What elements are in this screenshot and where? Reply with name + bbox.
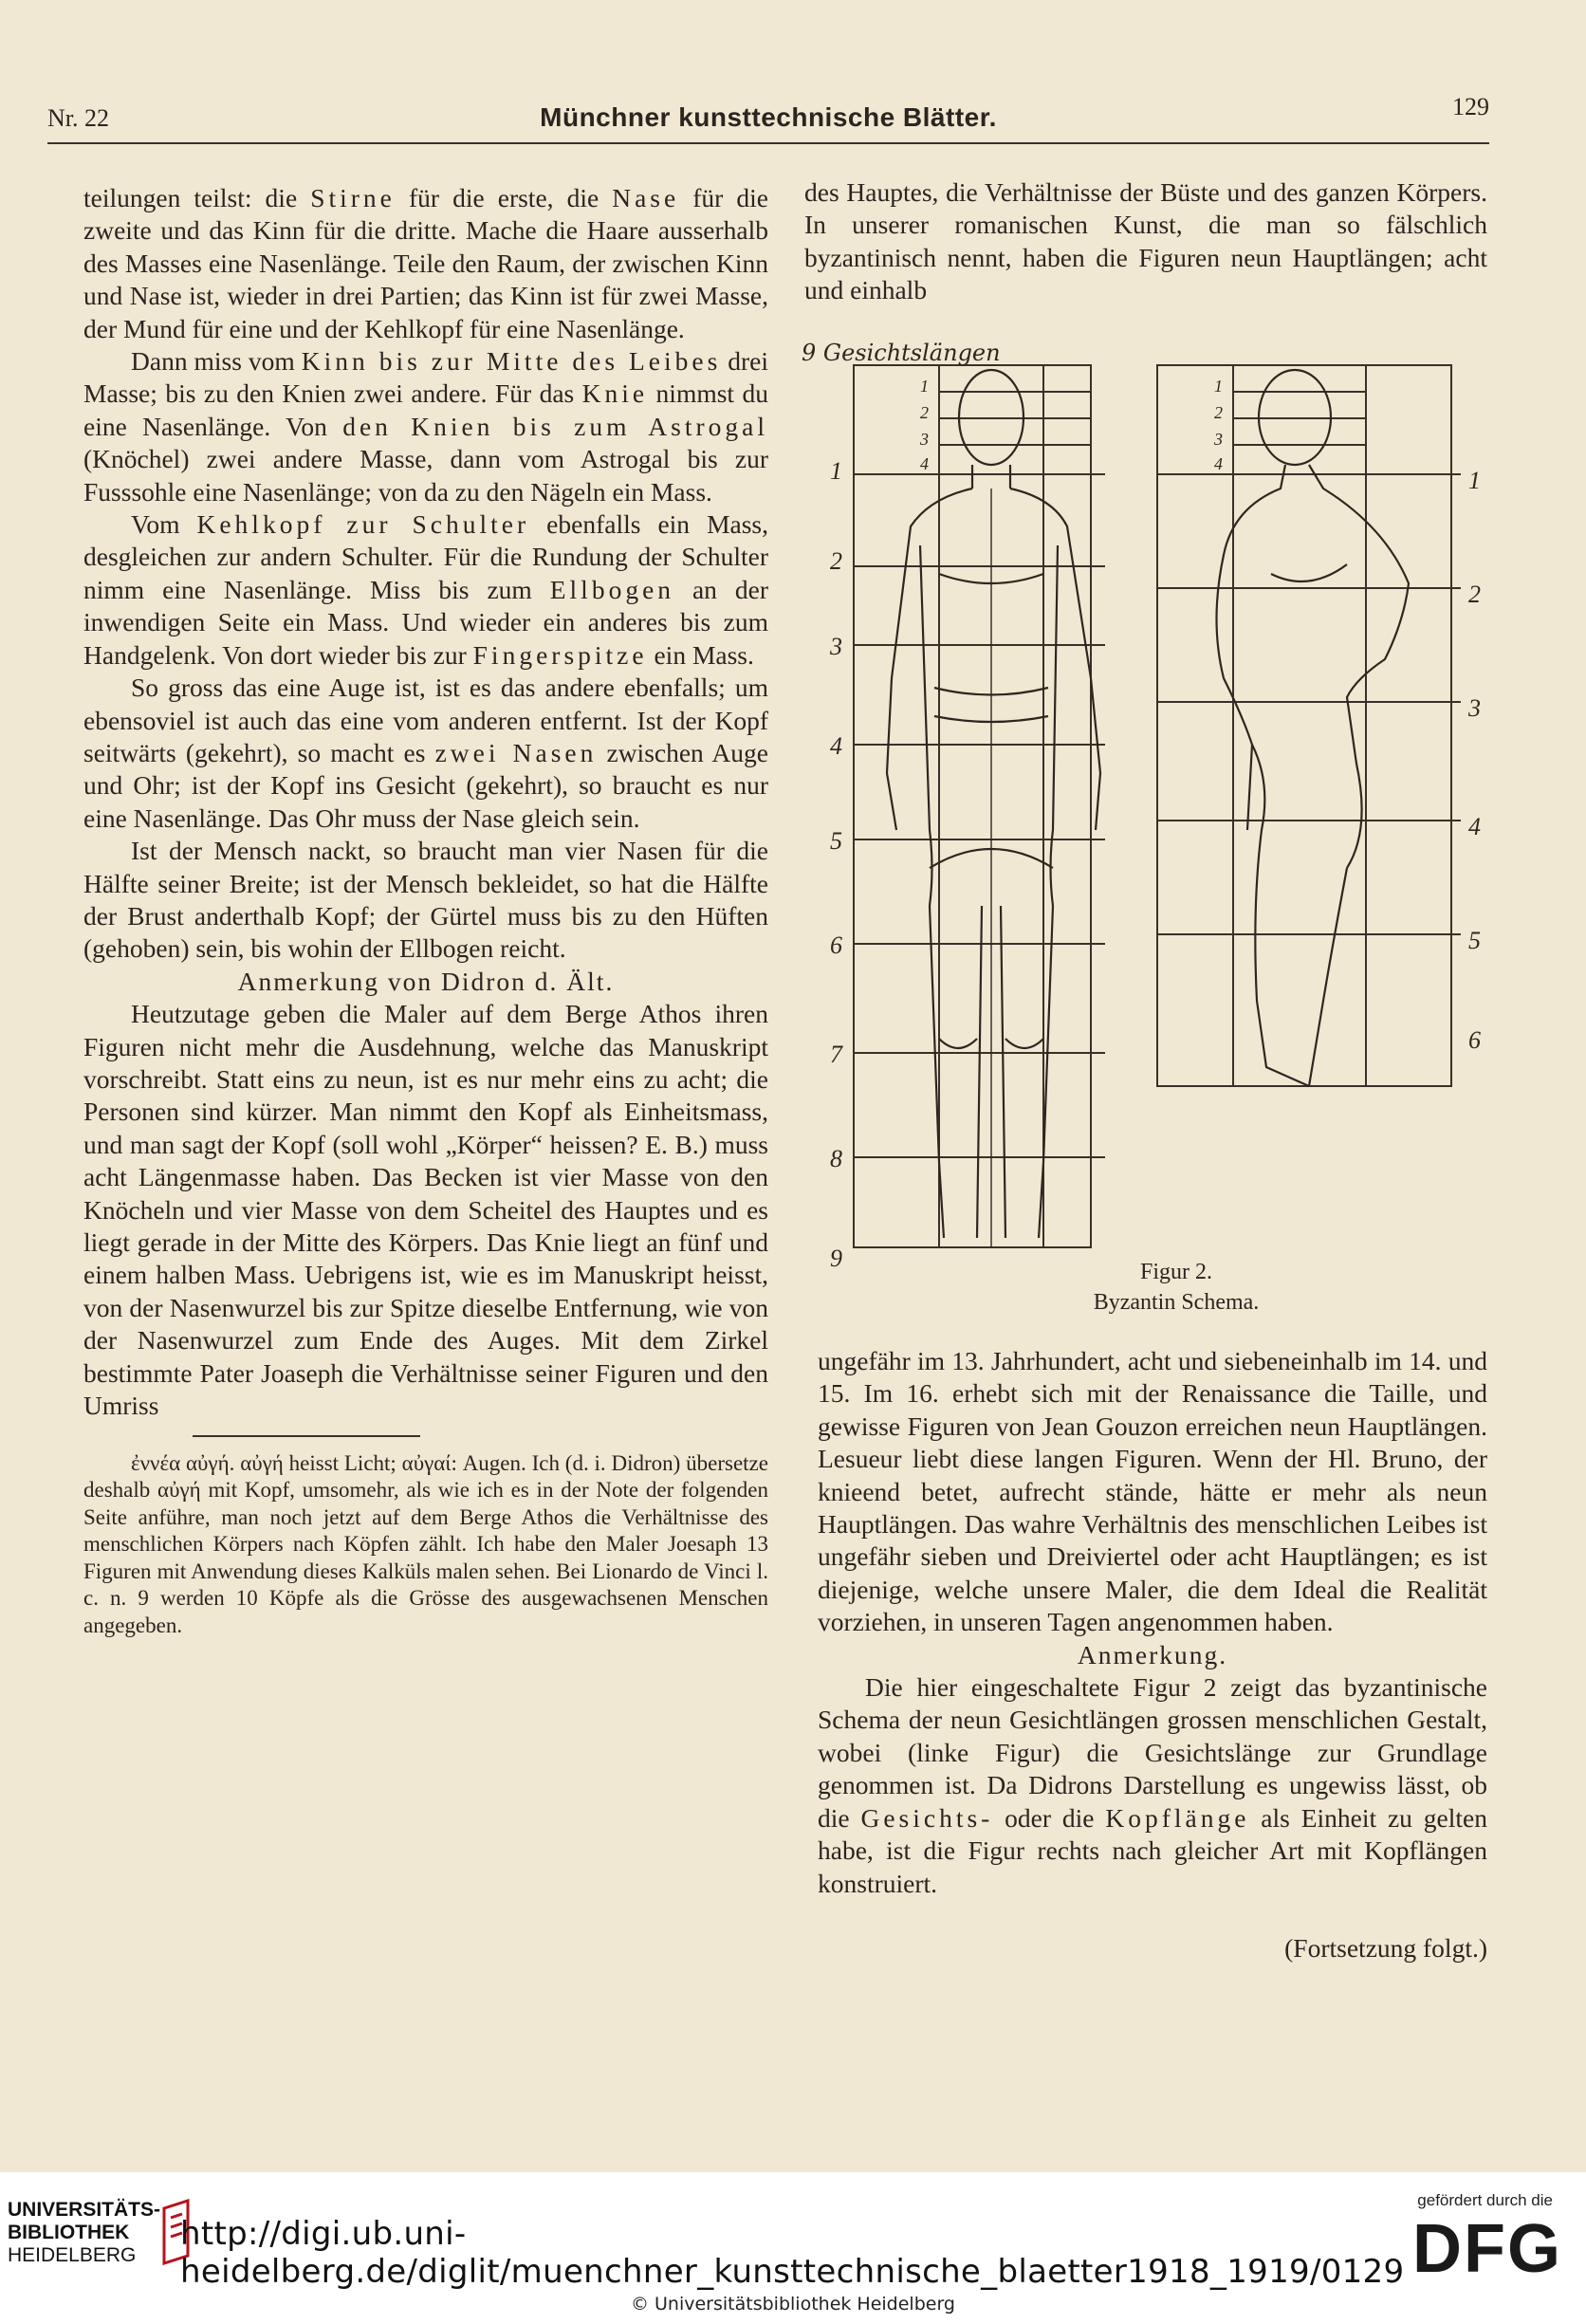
head-scale-right-label: 4 bbox=[1214, 454, 1223, 473]
figure-caption bbox=[1024, 1257, 1328, 1318]
copyright-notice: © Universitätsbibliothek Heidelberg bbox=[630, 2294, 955, 2315]
figure-byzantine-schema bbox=[778, 337, 1489, 1285]
right-scale-label: 2 bbox=[1468, 581, 1481, 608]
page-number: 129 bbox=[1452, 93, 1489, 120]
figure-handwritten-title: 9 Gesichtslängen bbox=[802, 340, 1001, 366]
paragraph: So gross das eine Auge ist, ist es das andere ebenfalls; um ebensoviel ist auch das eine vom anderen entfernt. Ist der Kopf seitwärts (gekehrt), so macht es zwei Nasen zwischen Auge und Ohr; ist der Kopf ins Gesicht (gekehrt), so braucht es nur eine Nasenlänge. Das Ohr muss der Nase gleich sein. bbox=[83, 673, 768, 833]
head-scale-left-label: 4 bbox=[920, 454, 929, 473]
head-scale-right-label: 1 bbox=[1214, 377, 1223, 396]
paragraph: teilungen teilst: die Stirne für die erste, die Nase für die zweite und das Kinn für die dritte. Mache die Haare ausserhalb des Masses eine Nasenlänge. Teile den Raum, der zwischen Kinn und Nase ist, wieder in drei Partien; das Kinn ist für zwei Masse, der Mund für eine und der Kehlkopf für eine Nasenlänge. bbox=[83, 183, 768, 343]
section-heading: Anmerkung. bbox=[1077, 1639, 1228, 1669]
caption-line-1: Figur 2. bbox=[1139, 1260, 1212, 1284]
paragraph: Heutzutage geben die Maler auf dem Berge Athos ihren Figuren nicht mehr die Ausdehnung, welche das Manuskript vorschreibt. Statt eins zu neun, ist es nur mehr eins zu acht; die Personen sind kürzer. Man nimmt den Kopf als Einheitsmass, und man sagt der Kopf (soll wohl „Körper“ heissen? E. B.) muss acht Längenmasse haben. Das Becken ist vier Masse von den Knöcheln und vier Masse von dem Scheitel des Hauptes und es liegt gerade in der Mitte des Körpers. Das Knie liegt an fünf und einem halben Mass. Uebrigens ist, wie es im Manuskript heisst, von der Nasenwurzel bis zur Spitze dieselbe Entfernung, wie von der Nasenwurzel zum Ende des Auges. Mit dem Zirkel bestimmte Pater Joaseph die Verhältnisse seiner Figuren und den Umriss bbox=[83, 999, 768, 1421]
right-scale-label: 5 bbox=[1468, 927, 1481, 954]
paragraph: Die hier eingeschaltete Figur 2 zeigt das byzantinische Schema der neun Gesichtlängen grossen menschlichen Gestalt, wobei (linke Figur) die Gesichtslänge zur Grundlage genommen ist. Da Didrons Darstellung es ungewiss lässt, ob die Gesichts- oder die Kopflänge als Einheit zu gelten habe, ist die Figur rechts nach gleicher Art mit Kopflängen konstruiert. bbox=[818, 1672, 1487, 1898]
paragraph: ungefähr im 13. Jahrhundert, acht und siebeneinhalb im 14. und 15. Im 16. erhebt sich mit der Renaissance die Taille, und gewisse Figuren von Jean Gouzon erreichen neun Hauptlängen. Lesueur liebt diese langen Figuren. Wenn der Hl. Bruno, der knieend betet, aufrecht stände, hätte er mehr als neun Hauptlängen. Das wahre Verhältnis des menschlichen Leibes ist ungefähr sieben und Dreiviertel oder acht Hauptlängen; es ist diejenige, welche unsere Maler, die dem Ideal die Realität vorziehen, in unseren Tagen angenommen haben. bbox=[818, 1346, 1487, 1637]
paragraph: Ist der Mensch nackt, so braucht man vier Nasen für die Hälfte seiner Breite; ist der Mensch bekleidet, so hat die Hälfte der Brust anderthalb Kopf; der Gürtel muss bis zu den Hüften (gehoben) sein, bis wohin der Ellbogen reicht. bbox=[83, 836, 768, 964]
right-scale-label: 6 bbox=[1468, 1026, 1481, 1054]
ub-heidelberg-logo: UNIVERSITÄTS- BIBLIOTHEK HEIDELBERG bbox=[8, 2199, 161, 2266]
continuation-note: (Fortsetzung folgt.) bbox=[1284, 1932, 1487, 1963]
left-scale-label: 6 bbox=[830, 931, 842, 959]
issue-number: Nr. 22 bbox=[47, 104, 109, 132]
page-header bbox=[47, 93, 1489, 140]
right-scale-label: 1 bbox=[1468, 467, 1481, 494]
footnote-rule bbox=[193, 1435, 420, 1437]
paragraph: Dann miss vom Kinn bis zur Mitte des Leibes drei Masse; bis zu den Knien zwei andere. Für das Knie nimmst du eine Nasenlänge. Von den Knien bis zum Astrogal (Knöchel) zwei andere Masse, dann vom Astrogal bis zur Fusssohle eine Nasenlänge; von da zu den Nägeln ein Mass. bbox=[83, 346, 769, 507]
head-scale-left-label: 1 bbox=[920, 377, 929, 396]
head-scale-left-label: 2 bbox=[920, 403, 929, 422]
right-scale-label: 4 bbox=[1468, 813, 1481, 840]
left-scale-label: 2 bbox=[830, 547, 842, 575]
head-scale-right-label: 3 bbox=[1214, 430, 1223, 449]
left-scale-label: 1 bbox=[830, 457, 842, 485]
library-footer bbox=[0, 2172, 1586, 2324]
header-rule bbox=[47, 142, 1489, 144]
right-scale-label: 3 bbox=[1468, 694, 1481, 722]
section-heading: Anmerkung von Didron d. Ält. bbox=[237, 966, 615, 996]
permalink-url[interactable]: http://digi.ub.uni-heidelberg.de/diglit/muenchner_kunsttechnische_blaetter1918_1919/0129 bbox=[180, 2215, 1405, 2291]
footnote: ἐννέα αὐγή. αὐγή heisst Licht; αὐγαί: Augen. Ich (d. i. Didron) übersetze deshalb αὐγή mit Kopf, umsomehr, als wie ich es in der Note der folgenden Seite anführe, man noch jetzt auf dem Berge Athos die Verhältnisse des menschlichen Körpers nach Köpfen zählt. Ich habe den Maler Joesaph 13 Figuren mit Anwendung dieses Kalküls malen sehen. Bei Lionardo de Vinci l. c. n. 9 werden 10 Köpfe als die Grösse des ausgewachsenen Menschen angegeben. bbox=[83, 1450, 768, 1637]
head-scale-right-label: 2 bbox=[1214, 403, 1223, 422]
left-scale-label: 8 bbox=[830, 1145, 842, 1172]
left-scale-label: 7 bbox=[830, 1041, 842, 1068]
proportion-drawing bbox=[778, 337, 1489, 1285]
right-column-bottom bbox=[818, 1345, 1487, 1964]
journal-title: Münchner kunsttechnische Blätter. bbox=[540, 102, 997, 132]
left-scale-label: 5 bbox=[830, 827, 842, 855]
dfg-logo: DFG bbox=[1412, 2211, 1562, 2287]
head-scale-left-label: 3 bbox=[920, 430, 929, 449]
caption-line-2: Byzantin Schema. bbox=[1093, 1290, 1260, 1315]
right-column-top bbox=[804, 176, 1487, 307]
funding-note: gefördert durch die bbox=[1417, 2191, 1553, 2209]
left-column bbox=[83, 182, 768, 1639]
left-scale-label: 3 bbox=[830, 633, 842, 660]
paragraph: Vom Kehlkopf zur Schulter ebenfalls ein Mass, desgleichen zur andern Schulter. Für die Rundung der Schulter nimm eine Nasenlänge. Miss bis zum Ellbogen an der inwendigen Seite ein Mass. Und wieder ein anderes bis zum Handgelenk. Von dort wieder bis zur Fingerspitze ein Mass. bbox=[83, 509, 769, 670]
paragraph: des Hauptes, die Verhältnisse der Büste und des ganzen Körpers. In unserer romanischen Kunst, die man so fälschlich byzantinisch nennt, haben die Figuren neun Hauptlängen; acht und einhalb bbox=[804, 177, 1487, 305]
left-scale-label: 9 bbox=[830, 1245, 842, 1272]
left-scale-label: 4 bbox=[830, 732, 842, 760]
